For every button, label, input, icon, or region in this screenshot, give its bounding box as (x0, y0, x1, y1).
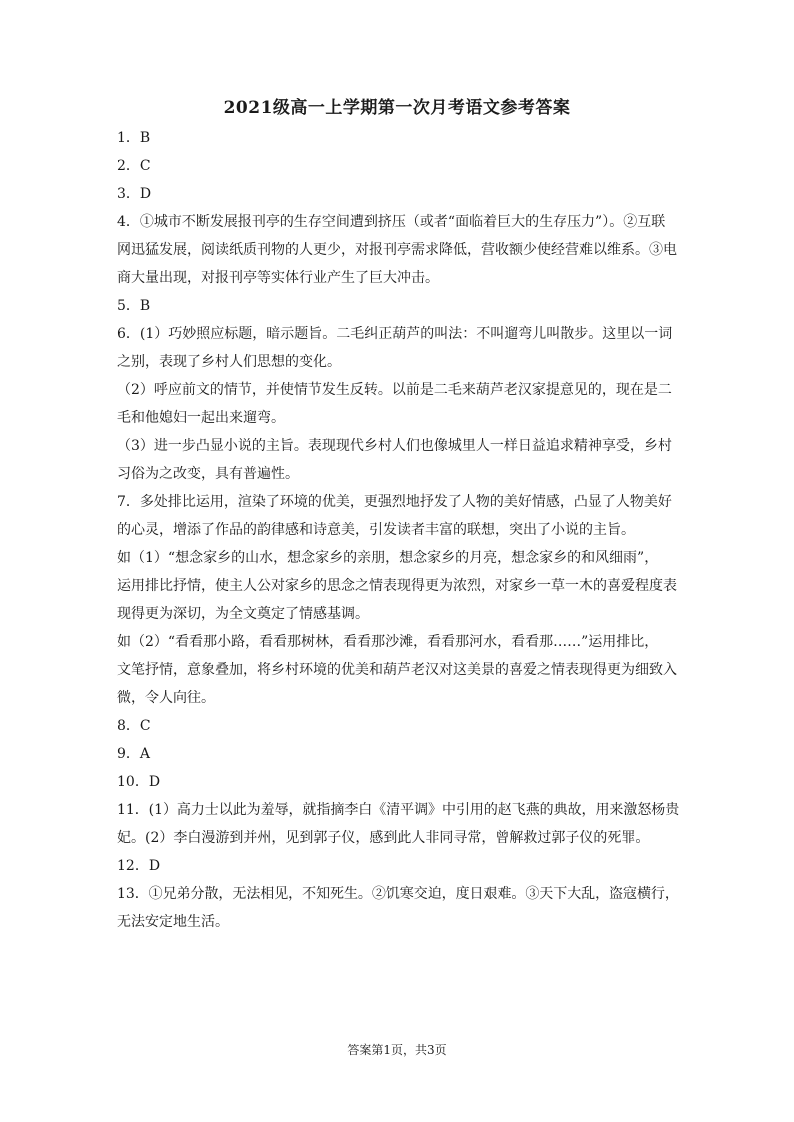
answer-body (117, 124, 679, 936)
answer-line: 7．多处排比运用，渲染了环境的优美，更强烈地抒发了人物的美好情感，凸显了人物美好 (117, 494, 672, 510)
answer-line: 6．(1）巧妙照应标题，暗示题旨。二毛纠正葫芦的叫法：不叫遛弯儿叫散步。这里以一词 (117, 326, 673, 342)
answer-line: 1．B (117, 130, 151, 146)
answer-line: 商大量出现，对报刊亭等实体行业产生了巨大冲击。 (117, 270, 439, 286)
answer-line: 文笔抒情，意象叠加，将乡村环境的优美和葫芦老汉对这美景的喜爱之情表现得更为细致入 (117, 662, 677, 678)
page-title: 2021级高一上学期第一次月考语文参考答案 (223, 98, 571, 118)
answer-line: 9．A (117, 746, 151, 762)
answer-line: 10．D (117, 774, 161, 790)
answer-line: 妃。(2）李白漫游到并州，见到郭子仪，感到此人非同寻常，曾解救过郭子仪的死罪。 (117, 830, 650, 846)
answer-line: 8．C (117, 718, 151, 734)
answer-line: 4．①城市不断发展报刊亭的生存空间遭到挤压（或者“面临着巨大的生存压力”）。②互联 (117, 214, 666, 230)
answer-line: 微，令人向往。 (117, 690, 215, 706)
answer-line: 的心灵，增添了作品的韵律感和诗意美，引发读者丰富的联想，突出了小说的主旨。 (117, 522, 635, 538)
answer-line: 11．(1）高力士以此为羞辱，就指摘李白《清平调》中引用的赵飞燕的典故，用来激怒杨贵 (117, 802, 679, 818)
answer-line: 习俗为之改变，具有普遍性。 (117, 466, 299, 482)
answer-line: 3．D (117, 186, 152, 202)
answer-line: 5．B (117, 298, 151, 314)
answer-line: 网迅猛发展，阅读纸质刊物的人更少，对报刊亭需求降低，营收额少使经营难以维系。③电 (117, 242, 677, 258)
answer-line: 12．D (117, 858, 161, 874)
answer-line: 之别，表现了乡村人们思想的变化。 (117, 354, 341, 370)
answer-line: 运用排比抒情，使主人公对家乡的思念之情表现得更为浓烈，对家乡一草一木的喜爱程度表 (117, 578, 677, 594)
page-footer: 答案第1页，共3页 (347, 1043, 447, 1057)
answer-line: （2）呼应前文的情节，并使情节发生反转。以前是二毛来葫芦老汉家提意见的，现在是二 (117, 382, 672, 398)
answer-line: 现得更为深切，为全文奠定了情感基调。 (117, 606, 369, 622)
answer-line: 无法安定地生活。 (117, 914, 229, 930)
answer-line: 如（1）“想念家乡的山水，想念家乡的亲朋，想念家乡的月亮，想念家乡的和风细雨”， (117, 550, 659, 566)
answer-line: 如（2）“看看那小路，看看那树林，看看那沙滩，看看那河水，看看那……”运用排比， (117, 634, 659, 650)
answer-line: 2．C (117, 158, 151, 174)
answer-line: 13．①兄弟分散，无法相见，不知死生。②饥寒交迫，度日艰难。③天下大乱，盗寇横行， (117, 886, 679, 902)
answer-line: （3）进一步凸显小说的主旨。表现现代乡村人们也像城里人一样日益追求精神享受，乡村 (117, 438, 672, 454)
answer-line: 毛和他媳妇一起出来遛弯。 (117, 410, 285, 426)
